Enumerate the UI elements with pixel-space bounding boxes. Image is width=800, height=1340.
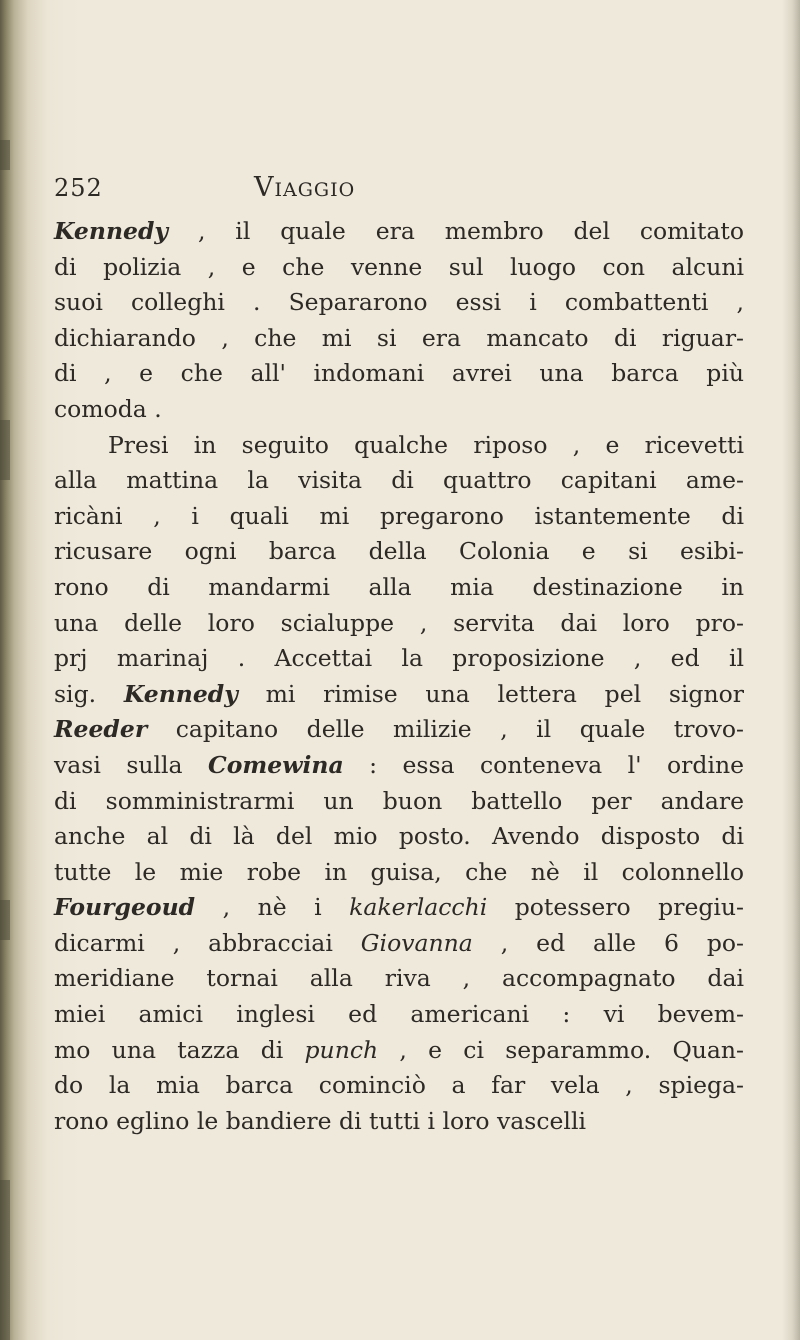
proper-name: Reeder (54, 715, 148, 744)
text-span: mi rimise una lettera pel signor (237, 679, 744, 708)
gutter-shadow (0, 900, 10, 940)
proper-name: Kennedy (54, 217, 169, 245)
proper-name: Kennedy (123, 679, 238, 708)
text-line: alla mattina la visita di quattro capitani ame- (54, 466, 744, 495)
text-line (54, 214, 744, 250)
text-span: : essa conteneva l' ordine (343, 750, 744, 779)
page-number: 252 (54, 174, 103, 202)
proper-name: Giovanna (360, 928, 473, 957)
text-line: meridiane tornai alla riva , accompagnato dai (54, 964, 744, 993)
text-span: vasi sulla (54, 750, 209, 779)
text-line (54, 677, 744, 713)
text-line: rono eglino le bandiere di tutti i loro vascelli (54, 1106, 586, 1135)
text-line: comoda . (54, 394, 162, 423)
text-span: capitano delle milizie , il quale trovo- (147, 715, 744, 744)
body-text (54, 214, 744, 1139)
text-line: suoi colleghi . Separarono essi i combattenti , (54, 288, 744, 317)
running-head: Viaggio (254, 172, 356, 203)
text-line: di somministrarmi un buon battello per andare (54, 786, 744, 815)
text-span: potessero pregiu- (487, 893, 744, 922)
italic-term: kakerlacchi (349, 893, 488, 922)
text-span: , ed alle 6 po- (472, 928, 744, 957)
text-line: tutte le mie robe in guisa, che nè il colonnello (54, 857, 744, 886)
text-line: miei amici inglesi ed americani : vi bevem- (54, 1000, 744, 1029)
text-line (54, 926, 744, 962)
text-line: rono di mandarmi alla mia destinazione in (54, 572, 744, 601)
text-line: una delle loro scialuppe , servita dai loro pro- (54, 608, 744, 637)
gutter-shadow (0, 140, 10, 170)
text-span: sig. (54, 679, 124, 708)
proper-name: Fourgeoud (54, 893, 196, 922)
text-line: prj marinaj . Accettai la proposizione , ed il (54, 644, 744, 673)
text-line (54, 712, 744, 748)
text-span: , il quale era membro del comitato (168, 217, 744, 245)
text-line: di polizia , e che venne sul luogo con alcuni (54, 252, 744, 281)
text-line (54, 890, 744, 926)
text-line: anche al di là del mio posto. Avendo disposto di (54, 822, 744, 851)
gutter-shadow (0, 420, 10, 480)
text-line (54, 1033, 744, 1069)
text-span: mo una tazza di (54, 1035, 305, 1064)
text-line: ricusare ogni barca della Colonia e si esibi- (54, 537, 744, 566)
text-line: di , e che all' indomani avrei una barca più (54, 359, 744, 388)
text-line: dichiarando , che mi si era mancato di riguar- (54, 323, 744, 352)
place-name: Comewina (208, 750, 344, 779)
text-line: do la mia barca cominciò a far vela , spiega- (54, 1071, 744, 1100)
text-line: Presi in seguito qualche riposo , e ricevetti (108, 430, 744, 459)
text-span: dicarmi , abbracciai (54, 928, 361, 957)
text-span: , e ci separammo. Quan- (378, 1035, 744, 1064)
text-span: , nè i (195, 893, 350, 922)
page-header (54, 170, 744, 210)
gutter-shadow (0, 1180, 10, 1340)
text-line: ricàni , i quali mi pregarono istantemente di (54, 501, 744, 530)
italic-term: punch (304, 1035, 379, 1064)
text-line (54, 748, 744, 784)
